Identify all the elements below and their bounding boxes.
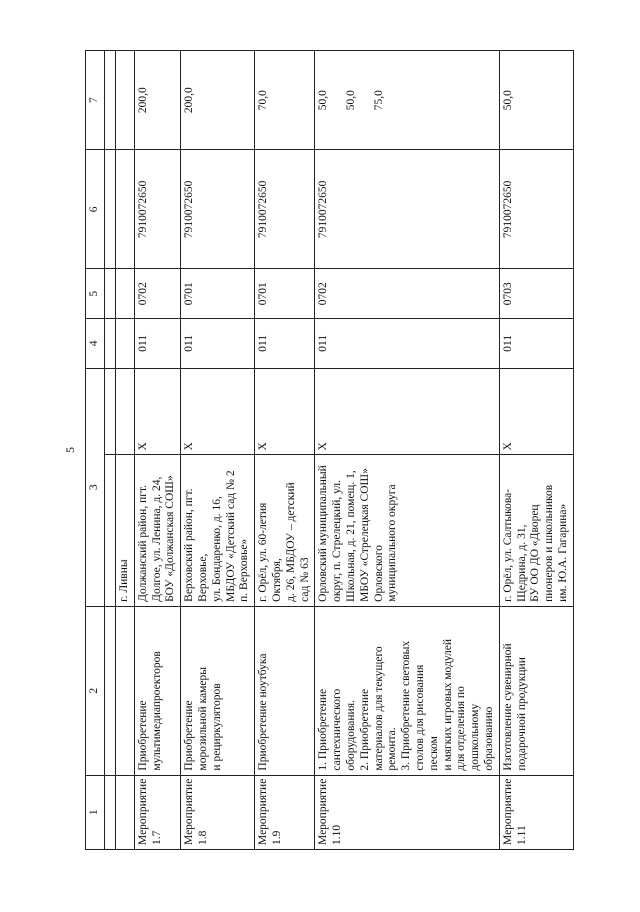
row-c4 bbox=[255, 319, 315, 369]
row-name bbox=[181, 606, 255, 775]
row-mark-line: Х bbox=[501, 442, 514, 451]
row-c7 bbox=[255, 51, 315, 150]
col-header-5: 5 bbox=[86, 269, 105, 319]
row-address-line: г. Орёл, ул. 60-летия bbox=[257, 502, 270, 602]
row-name-line: сантехнического bbox=[331, 688, 344, 771]
table-body bbox=[105, 51, 574, 850]
row-c5 bbox=[255, 269, 315, 319]
table-row bbox=[134, 51, 180, 850]
row-name-line: 2. Приобретение bbox=[358, 688, 371, 771]
row-id bbox=[255, 775, 315, 849]
row-address-line: Долгое, ул. Ленина, д. 24, bbox=[150, 476, 163, 602]
spacer-row bbox=[105, 51, 116, 850]
row-name-line: подарочной продукции bbox=[515, 657, 528, 771]
row-c7-line: 75,0 bbox=[372, 90, 385, 111]
row-address-line: Школьная, д. 21, помещ. 1, bbox=[344, 470, 357, 602]
row-c7 bbox=[499, 51, 573, 150]
row-c4-line: 011 bbox=[183, 334, 196, 352]
row-address-line: округ, п. Стрелецкий, ул. bbox=[331, 480, 344, 602]
row-c6-line: 7910072650 bbox=[136, 180, 149, 239]
row-name-line: Приобретение bbox=[183, 700, 196, 771]
col-header-3: 3 bbox=[86, 368, 105, 606]
row-id bbox=[499, 775, 573, 849]
row-address-line: Орловского bbox=[372, 545, 385, 602]
row-c7-line: 50,0 bbox=[344, 90, 357, 111]
row-c5-line: 0702 bbox=[136, 282, 149, 306]
row-name-line: и мягких игровых модулей bbox=[441, 638, 454, 771]
row-c5 bbox=[499, 269, 573, 319]
row-name bbox=[499, 606, 573, 775]
row-c7-line bbox=[359, 55, 373, 145]
row-c4-line: 011 bbox=[501, 334, 514, 352]
row-id-line: 1.11 bbox=[515, 825, 528, 845]
row-name-line: Приобретение bbox=[136, 700, 149, 771]
row-c4 bbox=[315, 319, 499, 369]
row-c6 bbox=[255, 150, 315, 269]
row-name-line: Изготовление сувенирной bbox=[501, 643, 514, 771]
row-id-line: 1.7 bbox=[150, 830, 163, 845]
row-c4 bbox=[134, 319, 180, 369]
table-header-row bbox=[86, 51, 105, 850]
row-name bbox=[255, 606, 315, 775]
row-name-line: для отделения по bbox=[455, 686, 468, 771]
row-c7-line bbox=[331, 55, 345, 145]
row-address-line: БУ ОО ДО «Дворец bbox=[529, 504, 542, 602]
row-name-line: 3. Приобретение световых bbox=[400, 640, 413, 771]
row-id-line: 1.10 bbox=[331, 824, 344, 845]
row-id-line: 1.9 bbox=[270, 830, 283, 845]
row-c7-line: 50,0 bbox=[501, 90, 514, 111]
row-id bbox=[181, 775, 255, 849]
row-name bbox=[315, 606, 499, 775]
row-c5-line: 0701 bbox=[183, 282, 196, 306]
col-header-1: 1 bbox=[86, 775, 105, 849]
row-id-line: 1.8 bbox=[196, 830, 209, 845]
section-label: г. Ливны bbox=[116, 455, 135, 606]
row-address-line: д. 26, МБДОУ – детский bbox=[284, 482, 297, 602]
row-address-line: Октября, bbox=[270, 558, 283, 602]
row-mark-line: Х bbox=[257, 442, 270, 451]
row-name-line: ремонта. bbox=[386, 727, 399, 771]
row-name-line: оборудования. bbox=[344, 700, 357, 771]
table-row bbox=[181, 51, 255, 850]
section-row bbox=[116, 51, 135, 850]
col-header-2: 2 bbox=[86, 606, 105, 775]
row-c5-line: 0703 bbox=[501, 282, 514, 306]
row-mark bbox=[315, 368, 499, 455]
row-c6-line: 7910072650 bbox=[501, 180, 514, 239]
row-c6 bbox=[181, 150, 255, 269]
row-address bbox=[181, 455, 255, 606]
row-c5-line: 0702 bbox=[317, 282, 330, 306]
row-c7-line: 200,0 bbox=[136, 87, 149, 114]
row-id bbox=[315, 775, 499, 849]
row-c6 bbox=[315, 150, 499, 269]
row-c6-line: 7910072650 bbox=[257, 180, 270, 239]
row-c4 bbox=[499, 319, 573, 369]
row-address-line: Орловский муниципальный bbox=[317, 465, 330, 602]
row-c5 bbox=[181, 269, 255, 319]
row-address-line: МБОУ «Стрелецкая СОШ» bbox=[358, 468, 371, 602]
row-id-line: Мероприятие bbox=[183, 778, 196, 845]
row-name-line: дошкольному bbox=[469, 703, 482, 771]
row-name-line: морозильной камеры bbox=[196, 667, 209, 771]
row-address-line: п. Верховье» bbox=[238, 538, 251, 602]
row-c6-line: 7910072650 bbox=[183, 180, 196, 239]
row-id-line: Мероприятие bbox=[317, 778, 330, 845]
row-mark bbox=[134, 368, 180, 455]
document-sheet bbox=[63, 50, 569, 850]
row-c5 bbox=[315, 269, 499, 319]
row-address bbox=[134, 455, 180, 606]
row-mark-line: Х bbox=[136, 442, 149, 451]
row-address-line: Должанский район, пгт. bbox=[136, 485, 149, 602]
col-header-6: 6 bbox=[86, 150, 105, 269]
row-name-line: песком bbox=[427, 736, 440, 771]
row-name-line: образованию bbox=[482, 706, 495, 771]
row-address bbox=[499, 455, 573, 606]
row-c7 bbox=[181, 51, 255, 150]
row-name-line: и рециркуляторов bbox=[210, 683, 223, 771]
row-address-line: Верховье, bbox=[196, 553, 209, 602]
row-c7 bbox=[315, 51, 499, 150]
table-row bbox=[255, 51, 315, 850]
row-c7-line: 200,0 bbox=[183, 87, 196, 114]
table-row bbox=[499, 51, 573, 850]
col-header-4: 4 bbox=[86, 319, 105, 369]
row-name-line: Приобретение ноутбука bbox=[257, 653, 270, 771]
row-id bbox=[134, 775, 180, 849]
row-address-line: муниципального округа bbox=[386, 484, 399, 602]
row-name-line: материалов для текущего bbox=[372, 646, 385, 771]
row-c4-line: 011 bbox=[257, 334, 270, 352]
row-c4 bbox=[181, 319, 255, 369]
page-number: 5 bbox=[63, 447, 77, 453]
row-address-line: ул. Бондаренко, д. 16, bbox=[210, 496, 223, 602]
row-c7-line: 50,0 bbox=[317, 90, 330, 111]
row-c7 bbox=[134, 51, 180, 150]
col-header-7: 7 bbox=[86, 51, 105, 150]
row-address-line: Верховский район, пгт. bbox=[183, 488, 196, 602]
row-address bbox=[315, 455, 499, 606]
row-c5 bbox=[134, 269, 180, 319]
row-id-line: Мероприятие bbox=[257, 778, 270, 845]
row-mark bbox=[255, 368, 315, 455]
row-address-line: БОУ «Должанская СОШ» bbox=[164, 475, 177, 602]
row-c4-line: 011 bbox=[317, 334, 330, 352]
row-name bbox=[134, 606, 180, 775]
row-c5-line: 0701 bbox=[257, 282, 270, 306]
row-address-line: сад № 63 bbox=[298, 557, 311, 602]
row-name-line: мультимедиапроекторов bbox=[150, 651, 163, 771]
row-mark bbox=[181, 368, 255, 455]
row-name-line: 1. Приобретение bbox=[317, 688, 330, 771]
row-c4-line: 011 bbox=[136, 334, 149, 352]
row-address bbox=[255, 455, 315, 606]
row-c6 bbox=[134, 150, 180, 269]
row-name-line: столов для рисования bbox=[413, 664, 426, 771]
row-c6 bbox=[499, 150, 573, 269]
row-address-line: им. Ю.А. Гагарина» bbox=[556, 503, 569, 602]
row-address-line: г. Орёл, ул. Салтыкова- bbox=[501, 488, 514, 602]
row-mark-line: Х bbox=[317, 442, 330, 451]
row-c6-line: 7910072650 bbox=[317, 180, 330, 239]
row-address-line: МБДОУ «Детский сад № 2 bbox=[224, 470, 237, 602]
row-mark bbox=[499, 368, 573, 455]
row-address-line: Щедрина, д. 31, bbox=[515, 524, 528, 602]
row-address-line: пионеров и школьников bbox=[543, 484, 556, 602]
row-id-line: Мероприятие bbox=[136, 778, 149, 845]
table-row bbox=[315, 51, 499, 850]
row-id-line: Мероприятие bbox=[501, 778, 514, 845]
row-c7-line: 70,0 bbox=[257, 90, 270, 111]
data-table bbox=[85, 50, 574, 850]
row-mark-line: Х bbox=[183, 442, 196, 451]
